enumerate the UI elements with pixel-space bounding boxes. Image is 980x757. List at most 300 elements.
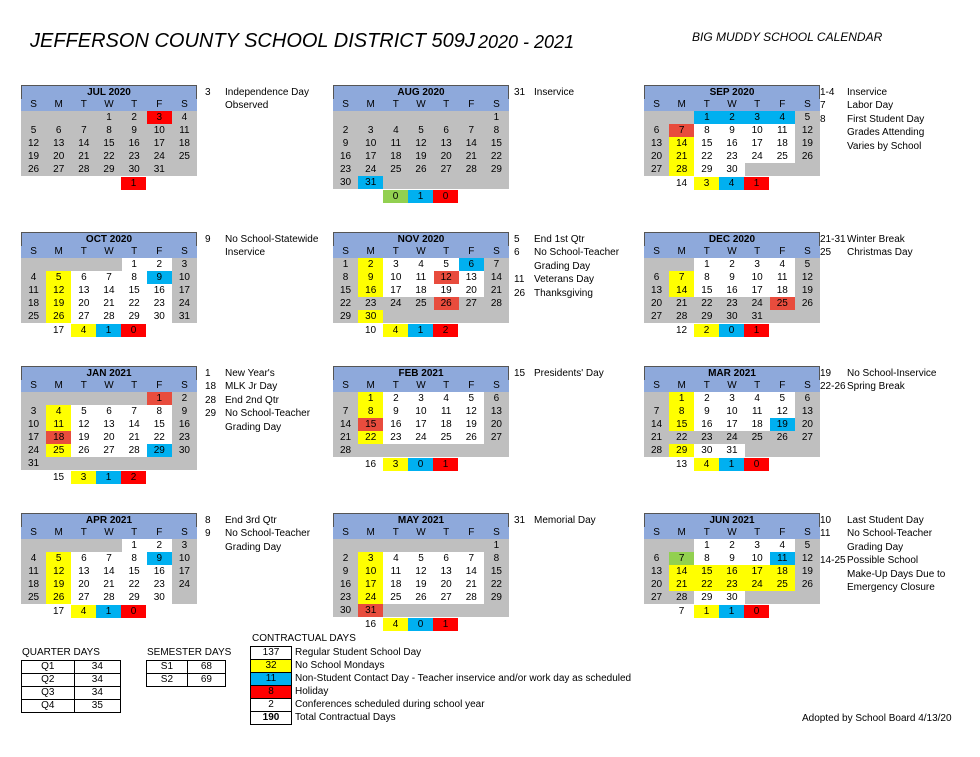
day-cell: 29 [484,163,509,176]
day-cell: 13 [434,565,459,578]
day-cell: 18 [745,418,770,431]
total-cell [644,324,669,337]
day-cell: 10 [358,137,383,150]
month-totals [21,324,197,337]
day-cell: 23 [383,431,408,444]
day-cell: 9 [333,565,358,578]
day-cell: 4 [21,552,46,565]
day-cell: 15 [333,284,358,297]
day-cell: 15 [694,284,719,297]
total-cell: 0 [433,190,458,203]
day-cell: 17 [172,565,197,578]
day-cell: 11 [383,565,408,578]
weekday-label: T [694,99,719,111]
month-totals [644,458,820,471]
day-cell: 7 [96,271,121,284]
day-cell: 19 [795,284,820,297]
day-cell: 17 [172,284,197,297]
day-cell: 3 [408,392,433,405]
day-cell: 1 [484,539,509,552]
total-cell: 1 [719,458,744,471]
day-cell: 12 [71,418,96,431]
day-cell: 10 [358,565,383,578]
day-cell: 26 [795,150,820,163]
day-cell: 9 [147,552,172,565]
day-cell: 9 [147,271,172,284]
day-cell [172,163,197,176]
note-item: 29 No School-Teacher [205,408,311,420]
day-cell: 13 [71,565,96,578]
day-cell: 28 [122,444,147,457]
day-cell: 15 [358,418,383,431]
weekday-label: S [644,99,669,111]
day-cell: 22 [694,150,719,163]
day-cell: 3 [358,124,383,137]
month-note-list [205,367,310,434]
day-cell: 7 [459,552,484,565]
note-item: Grading Day [225,541,282,553]
day-cell: 9 [719,124,744,137]
note-item: 15 Presidents' Day [514,368,604,379]
total-cell: 1 [694,605,719,618]
days-row: Q4 35 [22,700,121,713]
month-totals [21,177,197,190]
day-cell: 1 [122,258,147,271]
day-cell: 24 [719,431,744,444]
day-cell: 18 [770,565,795,578]
day-cell: 2 [122,111,147,124]
day-cell: 4 [21,271,46,284]
weekday-label: T [383,246,408,258]
day-cell [459,444,484,457]
day-cell: 15 [147,418,172,431]
day-cell: 25 [46,444,71,457]
day-cell: 29 [147,444,172,457]
day-cell: 8 [333,271,358,284]
day-cell [459,539,484,552]
total-cell: 4 [71,324,96,337]
day-cell: 28 [484,297,509,310]
day-cell: 20 [459,284,484,297]
weekday-label: T [434,527,459,539]
weekday-label: M [358,380,383,392]
weekday-label: S [333,380,358,392]
day-cell: 12 [434,271,459,284]
total-cell [71,177,96,190]
day-cell: 21 [669,297,694,310]
note-item: 25 Christmas Day [820,247,913,259]
month-title: NOV 2020 [333,232,509,246]
day-cell: 12 [795,124,820,137]
total-cell [333,190,358,203]
day-cell: 27 [71,310,96,323]
day-cell: 26 [408,591,433,604]
weekday-label: F [147,99,172,111]
day-cell [358,539,383,552]
note-item: 1 New Year's [205,368,275,379]
day-cell: 9 [122,124,147,137]
weekday-label: T [434,246,459,258]
weekday-label: S [644,246,669,258]
total-cell: 0 [121,605,146,618]
day-cell: 29 [694,310,719,323]
day-cell: 3 [745,258,770,271]
day-cell: 20 [434,578,459,591]
total-cell: 4 [694,458,719,471]
day-cell: 28 [669,163,694,176]
day-cell: 6 [434,552,459,565]
total-cell: 1 [433,458,458,471]
day-cell: 3 [745,539,770,552]
day-cell [484,176,509,189]
day-cell: 6 [46,124,71,137]
weekday-label: W [96,246,121,258]
month-jun-2021 [644,513,820,618]
day-cell: 21 [459,578,484,591]
day-cell: 22 [669,431,694,444]
weekday-label: W [719,527,744,539]
day-cell: 27 [484,431,509,444]
day-cell [46,392,71,405]
total-cell [358,190,383,203]
month-totals [644,605,820,618]
day-cell: 25 [770,297,795,310]
total-cell: 2 [121,471,146,484]
note-item: Grades Attending [847,127,925,139]
day-cell: 10 [745,271,770,284]
total-cell [21,605,46,618]
note-item: 10 Last Student Day [820,515,924,526]
weekday-label: T [71,99,96,111]
day-cell: 19 [770,418,795,431]
day-cell: 23 [147,297,172,310]
total-cell [333,324,358,337]
day-cell: 1 [694,258,719,271]
day-cell [46,258,71,271]
day-cell: 18 [46,431,71,444]
day-cell: 22 [484,150,509,163]
day-cell: 13 [644,565,669,578]
total-cell: 16 [364,459,377,470]
day-cell: 4 [434,392,459,405]
total-cell [46,177,71,190]
day-cell: 27 [459,297,484,310]
total-cell: 15 [52,472,65,483]
day-cell [383,111,408,124]
day-cell: 1 [484,111,509,124]
day-cell: 8 [147,405,172,418]
note-item: 31 Memorial Day [514,515,596,526]
day-cell: 8 [358,405,383,418]
day-cell: 23 [333,591,358,604]
contract-row: 8 Holiday [251,686,635,699]
day-cell: 13 [795,405,820,418]
weekday-label: F [770,246,795,258]
day-cell: 21 [333,431,358,444]
month-sep-2020 [644,85,820,190]
day-cell: 3 [172,258,197,271]
total-cell: 2 [433,324,458,337]
day-cell: 2 [333,552,358,565]
month-apr-2021 [21,513,197,618]
day-cell: 10 [172,271,197,284]
day-cell: 7 [71,124,96,137]
day-cell: 25 [408,297,433,310]
day-cell: 14 [669,137,694,150]
weekday-label: S [795,527,820,539]
day-cell [644,392,669,405]
total-cell: 13 [675,459,688,470]
day-cell: 30 [333,176,358,189]
day-cell: 6 [484,392,509,405]
day-cell: 14 [669,284,694,297]
total-cell: 12 [675,325,688,336]
total-cell [96,177,121,190]
weekday-label: W [408,246,433,258]
day-cell: 18 [770,137,795,150]
day-cell: 26 [434,297,459,310]
day-cell: 14 [484,271,509,284]
day-cell: 9 [358,271,383,284]
month-may-2021 [333,513,509,631]
month-feb-2021 [333,366,509,471]
note-item: 31 Inservice [514,87,575,98]
day-cell [71,258,96,271]
note-item: 22-26 Spring Break [820,381,905,393]
total-cell: 0 [121,324,146,337]
day-cell: 16 [719,565,744,578]
total-cell: 17 [52,606,65,617]
day-cell: 4 [408,258,433,271]
day-cell: 28 [669,310,694,323]
day-cell: 7 [484,258,509,271]
day-cell: 21 [644,431,669,444]
day-cell: 24 [358,163,383,176]
day-cell [333,111,358,124]
month-mar-2021 [644,366,820,471]
day-cell [408,604,433,617]
contract-row: 11 Non-Student Contact Day - Teacher inservice and/or work day as scheduled [251,673,635,686]
month-title: JUL 2020 [21,85,197,99]
day-cell: 1 [147,392,172,405]
day-cell: 29 [669,444,694,457]
days-row: S2 69 [147,674,226,687]
note-item: Observed [225,100,269,112]
month-title: JAN 2021 [21,366,197,380]
weekday-label: M [46,380,71,392]
weekday-label: F [770,99,795,111]
day-cell: 29 [122,310,147,323]
day-cell [71,392,96,405]
day-cell: 27 [795,431,820,444]
day-cell: 12 [46,565,71,578]
weekday-label: M [46,246,71,258]
day-cell: 14 [333,418,358,431]
day-cell: 29 [333,310,358,323]
day-cell: 11 [408,271,433,284]
day-cell: 18 [172,137,197,150]
semester-days-label: SEMESTER DAYS [147,647,232,658]
day-cell: 30 [358,310,383,323]
month-jan-2021 [21,366,197,484]
day-cell: 10 [408,405,433,418]
day-cell: 19 [795,137,820,150]
day-cell: 28 [96,591,121,604]
day-cell: 26 [795,578,820,591]
day-cell: 11 [770,552,795,565]
day-cell: 8 [484,552,509,565]
month-note-list [514,367,604,380]
weekday-label: T [694,380,719,392]
day-cell: 17 [745,565,770,578]
total-cell: 1 [719,605,744,618]
day-cell: 27 [644,310,669,323]
day-cell: 29 [96,163,121,176]
day-cell: 18 [383,150,408,163]
total-cell [21,324,46,337]
day-cell: 20 [71,297,96,310]
day-cell: 17 [358,578,383,591]
weekday-label: W [719,246,744,258]
note-item: Grading Day [534,260,591,272]
day-cell: 11 [21,284,46,297]
day-cell: 5 [795,258,820,271]
day-cell: 4 [46,405,71,418]
school-years: 2020 - 2021 [478,32,575,52]
day-cell: 16 [694,418,719,431]
month-totals [333,458,509,471]
day-cell [122,457,147,470]
day-cell: 31 [172,310,197,323]
weekday-label: F [147,246,172,258]
total-cell: 4 [71,605,96,618]
day-cell: 20 [96,431,121,444]
note-item: 8 First Student Day [820,113,925,125]
note-item: Make-Up Days Due to [847,568,946,580]
day-cell [383,176,408,189]
day-cell: 3 [745,111,770,124]
day-cell: 17 [21,431,46,444]
month-title: MAY 2021 [333,513,509,527]
day-cell: 21 [669,578,694,591]
day-cell [669,258,694,271]
total-cell: 1 [744,177,769,190]
day-cell: 5 [795,539,820,552]
day-cell [71,539,96,552]
day-cell: 5 [46,552,71,565]
day-cell: 15 [122,284,147,297]
contract-row: 137 Regular Student School Day [251,647,635,660]
total-cell: 4 [383,618,408,631]
day-cell: 4 [770,539,795,552]
day-cell: 7 [669,124,694,137]
weekday-label: W [96,380,121,392]
month-title: AUG 2020 [333,85,509,99]
note-item: 26 Thanksgiving [514,287,593,299]
weekday-label: T [434,380,459,392]
weekday-label: S [333,527,358,539]
day-cell [96,539,121,552]
day-cell: 2 [358,258,383,271]
days-row: Q1 34 [22,661,121,674]
day-cell: 21 [459,150,484,163]
day-cell: 2 [147,539,172,552]
total-cell: 1 [433,618,458,631]
day-cell: 26 [770,431,795,444]
weekday-label: T [122,380,147,392]
day-cell: 24 [172,578,197,591]
day-cell: 6 [644,124,669,137]
day-cell [333,392,358,405]
district-title: JEFFERSON COUNTY SCHOOL DISTRICT 509J [30,30,475,52]
day-cell: 23 [719,150,744,163]
day-cell: 22 [358,431,383,444]
total-cell: 0 [408,618,433,631]
day-cell: 31 [745,310,770,323]
day-cell: 2 [694,392,719,405]
day-cell: 17 [408,418,433,431]
semester-days-table [146,660,226,687]
weekday-label: M [669,99,694,111]
weekday-label: T [383,380,408,392]
total-cell: 1 [96,324,121,337]
day-cell: 15 [669,418,694,431]
day-cell: 24 [383,297,408,310]
day-cell: 26 [46,591,71,604]
day-cell [21,392,46,405]
day-cell: 14 [669,565,694,578]
day-cell: 24 [745,578,770,591]
day-cell: 13 [434,137,459,150]
day-cell: 31 [719,444,744,457]
day-cell: 2 [383,392,408,405]
note-item: 11 No School-Teacher [820,528,933,540]
weekday-label: S [795,99,820,111]
day-cell: 24 [21,444,46,457]
note-item: 18 MLK Jr Day [205,381,278,393]
day-cell: 28 [71,163,96,176]
day-cell: 9 [333,137,358,150]
day-cell [434,444,459,457]
day-cell: 8 [694,552,719,565]
total-cell: 14 [675,178,688,189]
month-note-list [205,86,309,113]
day-cell: 21 [71,150,96,163]
day-cell [484,604,509,617]
day-cell: 8 [122,271,147,284]
day-cell: 12 [21,137,46,150]
day-cell [383,539,408,552]
day-cell: 5 [459,392,484,405]
day-cell: 1 [122,539,147,552]
month-totals [333,618,509,631]
note-item: 6 No School-Teacher [514,247,620,259]
day-cell: 23 [719,578,744,591]
day-cell: 5 [434,258,459,271]
day-cell: 11 [46,418,71,431]
weekday-label: F [459,380,484,392]
day-cell: 28 [669,591,694,604]
day-cell: 14 [96,565,121,578]
day-cell: 13 [459,271,484,284]
day-cell [434,604,459,617]
weekday-label: M [669,527,694,539]
total-cell: 2 [694,324,719,337]
day-cell: 15 [484,137,509,150]
day-cell: 4 [770,111,795,124]
day-cell: 21 [122,431,147,444]
month-title: FEB 2021 [333,366,509,380]
